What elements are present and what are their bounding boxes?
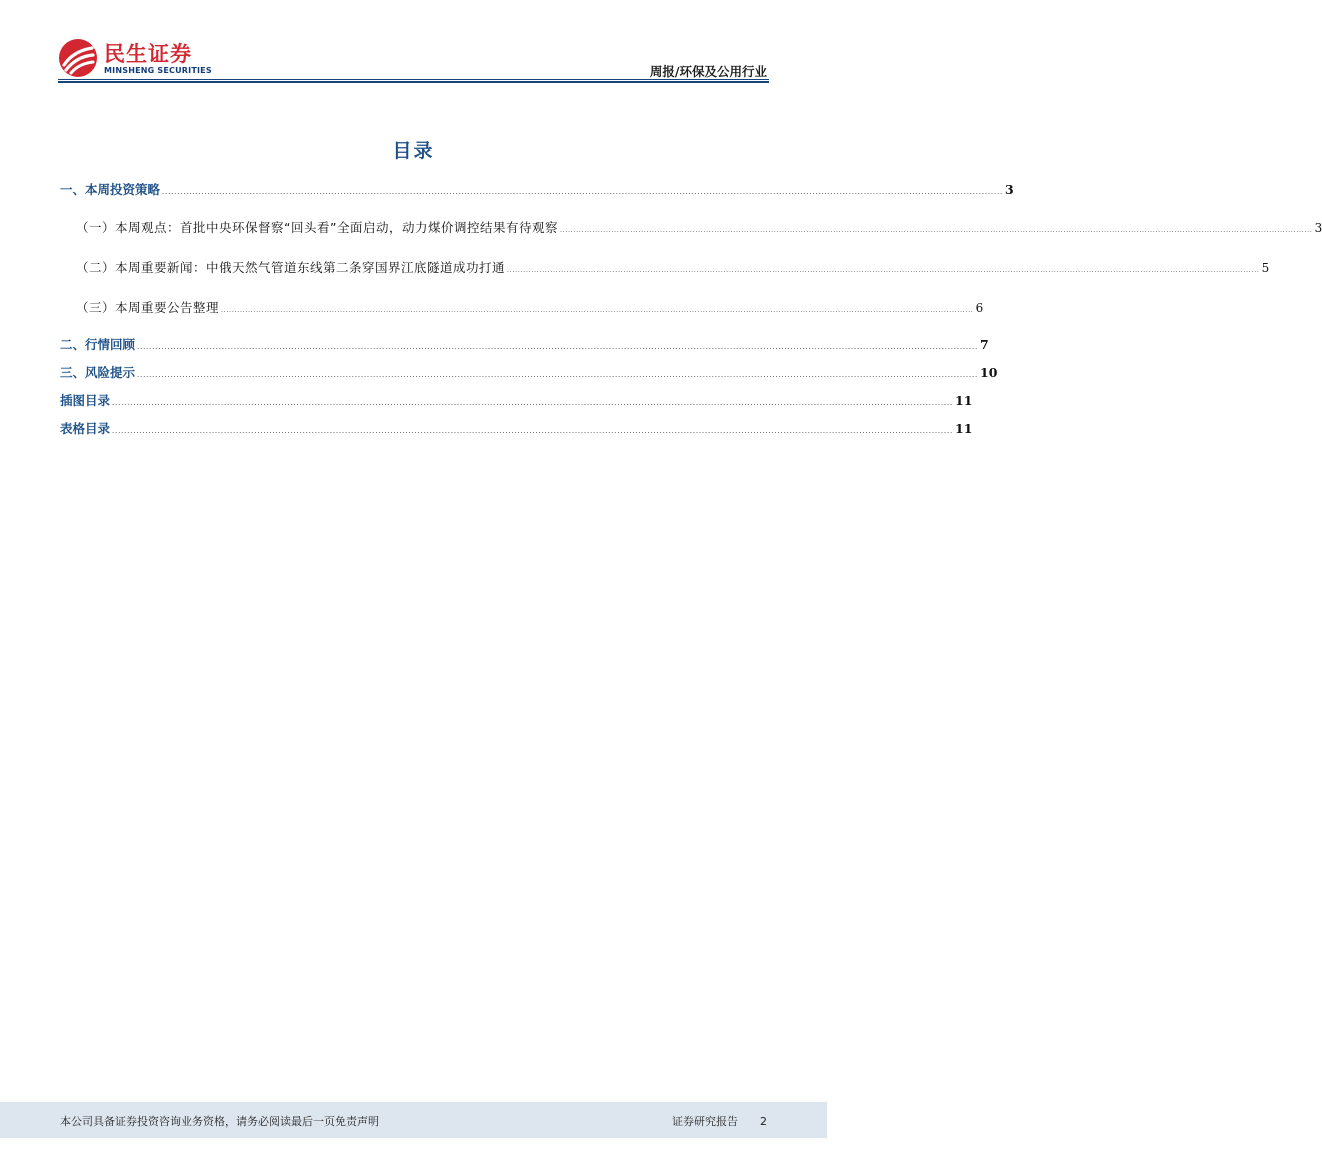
toc-entry[interactable] [60,298,984,316]
toc-entry-page: 7 [980,337,989,352]
toc-entry-label: 三、风险提示 [60,365,136,380]
toc-entry-page: 5 [1261,261,1270,275]
toc-leader-dots: ...................................................................................................................................................................................................................................................................................... [559,227,1313,234]
minsheng-logo-icon [58,38,98,78]
toc-entry-page: 10 [980,365,998,380]
footer-disclaimer: 本公司具备证券投资咨询业务资格，请务必阅读最后一页免责声明 [60,1115,379,1128]
report-type: 周报/环保及公用行业 [649,64,767,79]
header-divider-thick [58,81,769,83]
toc-leader-dots: ...................................................................................................................................................................................................................................................................................... [507,267,1260,274]
toc-entry-label: 二、行情回顾 [60,337,136,352]
toc-entry-label: 插图目录 [60,393,111,408]
toc-entry-label: 表格目录 [60,421,111,436]
toc-entry-page: 11 [955,421,973,436]
toc-entry[interactable] [60,363,998,381]
header-divider [58,79,769,80]
toc-entry-label: 一、本周投资策略 [60,182,161,197]
toc-entry[interactable] [60,335,989,353]
toc-entry-label: （二）本周重要新闻：中俄天然气管道东线第二条穿国界江底隧道成功打通 [76,260,506,275]
footer-report-label: 证券研究报告 [672,1115,738,1128]
toc-leader-dots: ...................................................................................................................................................................................................................................................................................... [221,307,974,314]
toc-leader-dots: ...................................................................................................................................................................................................................................................................................... [112,427,953,435]
toc-entry[interactable] [60,391,973,409]
toc-leader-dots: ...................................................................................................................................................................................................................................................................................... [137,343,978,351]
footer-right [672,1113,767,1129]
toc-entry-page: 3 [1314,221,1322,235]
toc-entry[interactable] [60,419,973,437]
toc-leader-dots: ...................................................................................................................................................................................................................................................................................... [162,188,1003,196]
toc-title: 目录 [392,140,435,162]
toc-entry-label: （一）本周观点：首批中央环保督察“回头看”全面启动，动力煤价调控结果有待观察 [76,220,558,235]
footer-page-number: 2 [760,1115,767,1128]
toc-entry[interactable] [60,218,1322,236]
toc-entry-page: 11 [955,393,973,408]
toc-leader-dots: ...................................................................................................................................................................................................................................................................................... [112,399,953,407]
page-header [0,0,827,90]
brand-name-en: MINSHENG SECURITIES [104,66,212,75]
brand-name-cn: 民生证券 [104,42,192,66]
toc-entry-page: 3 [1005,182,1014,197]
toc-entry-page: 6 [975,301,984,315]
page-footer [0,1102,827,1138]
toc-entry-label: （三）本周重要公告整理 [76,300,220,315]
toc-entry[interactable] [60,180,1014,198]
toc-leader-dots: ...................................................................................................................................................................................................................................................................................... [137,371,978,379]
toc-entry[interactable] [60,258,1270,276]
